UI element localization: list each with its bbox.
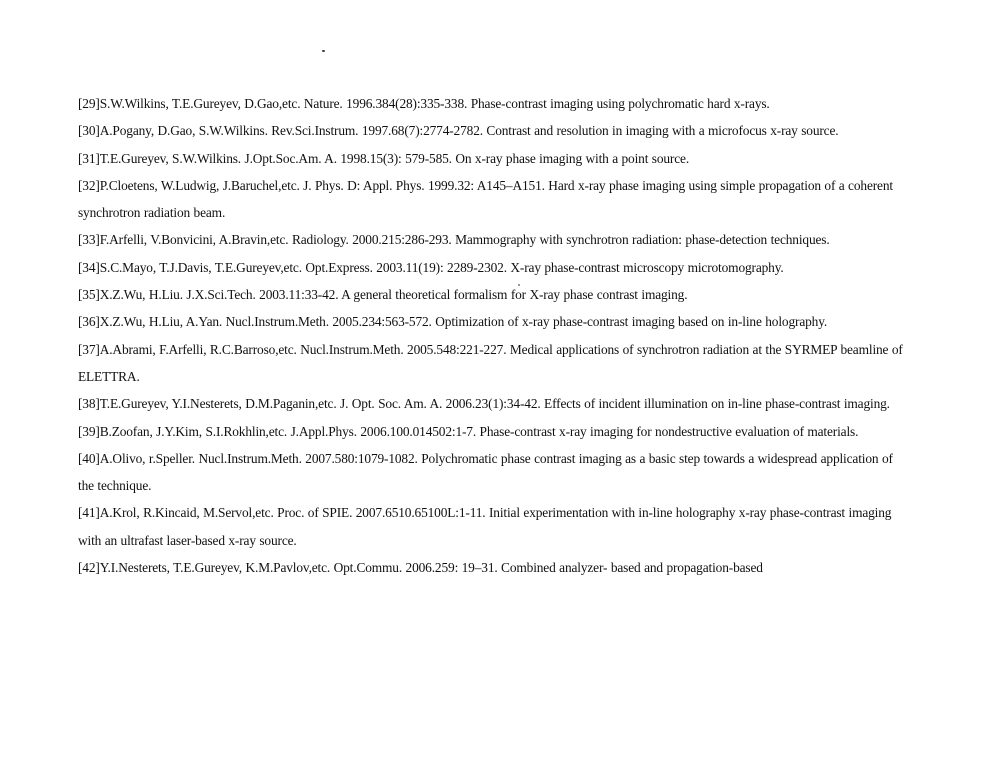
reference-34: [34]S.C.Mayo, T.J.Davis, T.E.Gureyev,etc. Opt.Express. 2003.11(19): 2289-2302. X-ray phase-contrast microscopy microtomography. xyxy=(78,259,784,275)
reference-37: [37]A.Abrami, F.Arfelli, R.C.Barroso,etc. Nucl.Instrum.Meth. 2005.548:221-227. Medical applications of synchrotron radiation at the SYRMEP beamline of ELETTRA. xyxy=(78,341,903,384)
reference-38: [38]T.E.Gureyev, Y.I.Nesterets, D.M.Paganin,etc. J. Opt. Soc. Am. A. 2006.23(1):34-42. Effects of incident illumination on in-line phase-contrast imaging. xyxy=(78,396,890,412)
reference-41: [41]A.Krol, R.Kincaid, M.Servol,etc. Proc. of SPIE. 2007.6510.65100L:1-11. Initial experimentation with in-line holography x-ray phase-contrast imaging with an ultrafast laser-based x-ray source. xyxy=(78,505,892,548)
reference-35: [35]X.Z.Wu, H.Liu. J.X.Sci.Tech. 2003.11:33-42. A general theoretical formalism for X-ray phase contrast imaging. xyxy=(78,287,688,303)
reference-30: [30]A.Pogany, D.Gao, S.W.Wilkins. Rev.Sci.Instrum. 1997.68(7):2774-2782. Contrast and resolution in imaging with a microfocus x-ray source. xyxy=(78,123,839,139)
reference-39: [39]B.Zoofan, J.Y.Kim, S.I.Rokhlin,etc. J.Appl.Phys. 2006.100.014502:1-7. Phase-contrast x-ray imaging for nondestructive evaluation of materials. xyxy=(78,423,859,439)
reference-31: [31]T.E.Gureyev, S.W.Wilkins. J.Opt.Soc.Am. A. 1998.15(3): 579-585. On x-ray phase imaging with a point source. xyxy=(78,150,690,166)
reference-33: [33]F.Arfelli, V.Bonvicini, A.Bravin,etc. Radiology. 2000.215:286-293. Mammography with synchrotron radiation: phase-detection techniques. xyxy=(78,232,830,248)
reference-32: [32]P.Cloetens, W.Ludwig, J.Baruchel,etc. J. Phys. D: Appl. Phys. 1999.32: A145–A151. Hard x-ray phase imaging using simple propagation of a coherent synchrotron radiation beam. xyxy=(78,177,893,221)
reference-42: [42]Y.I.Nesterets, T.E.Gureyev, K.M.Pavlov,etc. Opt.Commu. 2006.259: 19–31. Combined analyzer- based and propagation-based xyxy=(78,560,763,576)
reference-40: [40]A.Olivo, r.Speller. Nucl.Instrum.Meth. 2007.580:1079-1082. Polychromatic phase contrast imaging as a basic step towards a widespread application of the technique. xyxy=(78,450,893,494)
reference-36: [36]X.Z.Wu, H.Liu, A.Yan. Nucl.Instrum.Meth. 2005.234:563-572. Optimization of x-ray phase-contrast imaging based on in-line holography. xyxy=(78,314,828,330)
scan-speck xyxy=(322,50,325,52)
reference-list xyxy=(78,90,908,581)
reference-29: [29]S.W.Wilkins, T.E.Gureyev, D.Gao,etc. Nature. 1996.384(28):335-338. Phase-contrast imaging using polychromatic hard x-rays. xyxy=(78,96,770,111)
